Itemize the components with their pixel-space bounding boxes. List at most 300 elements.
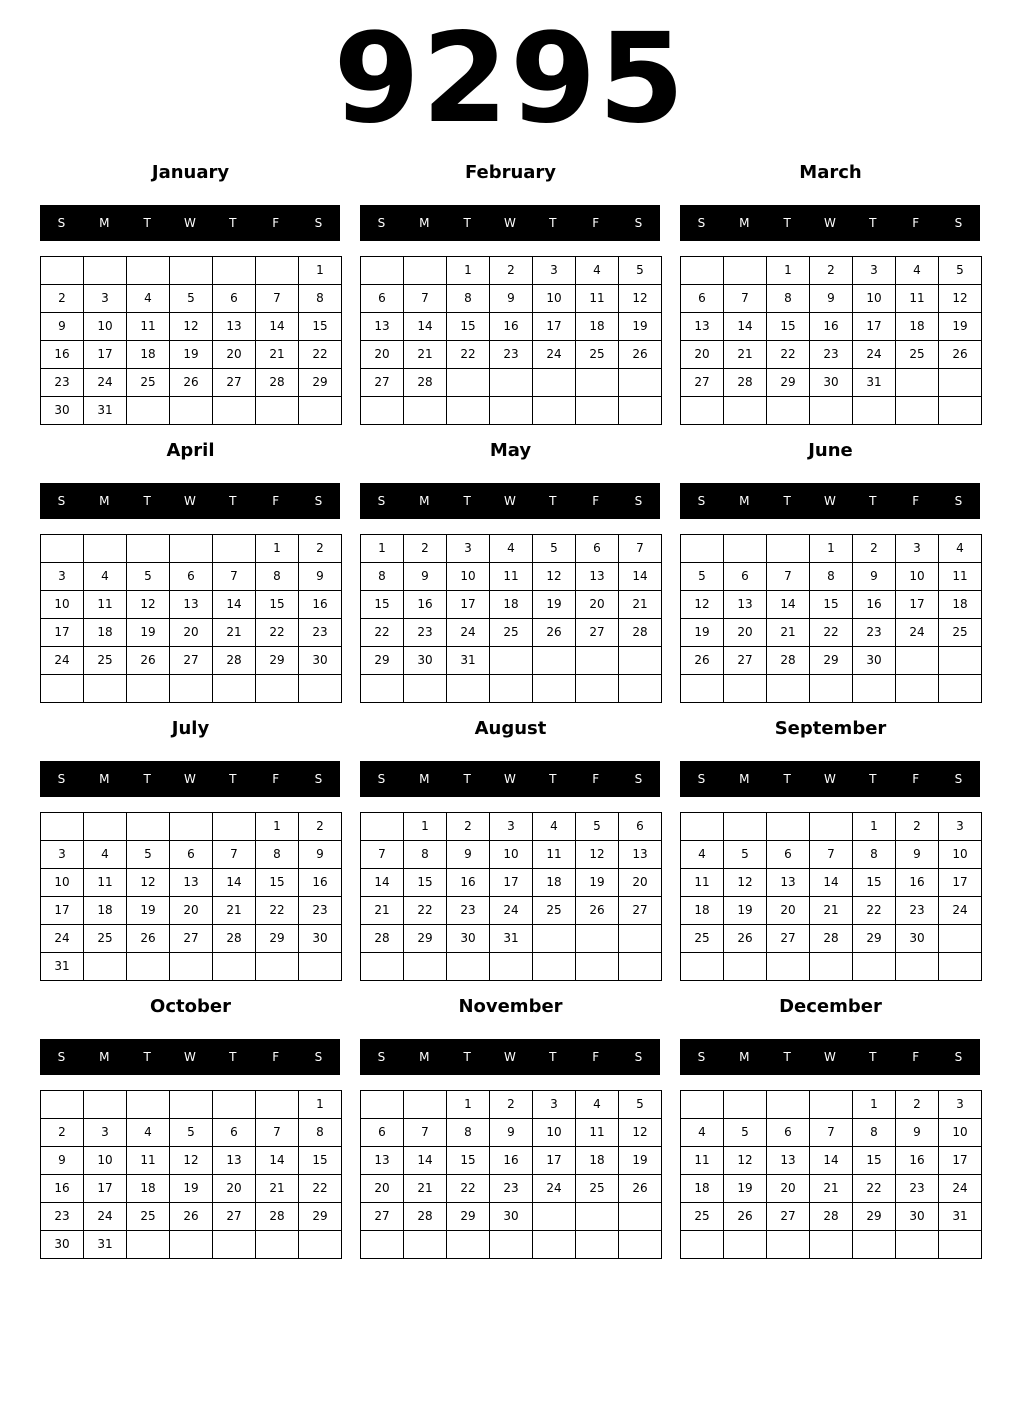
empty-day-cell bbox=[41, 813, 84, 841]
day-cell: 17 bbox=[896, 591, 939, 619]
empty-day-cell bbox=[533, 675, 576, 703]
empty-day-cell bbox=[170, 813, 213, 841]
day-cell: 8 bbox=[447, 285, 490, 313]
weekday-label: S bbox=[697, 216, 706, 230]
day-cell: 23 bbox=[41, 1203, 84, 1231]
day-cell: 27 bbox=[361, 369, 404, 397]
empty-day-cell bbox=[84, 257, 127, 285]
weekday-label: F bbox=[272, 772, 280, 786]
day-cell: 21 bbox=[619, 591, 662, 619]
day-cell: 21 bbox=[404, 1175, 447, 1203]
day-cell: 29 bbox=[767, 369, 810, 397]
day-cell: 16 bbox=[490, 313, 533, 341]
empty-day-cell bbox=[681, 1091, 724, 1119]
day-cell: 11 bbox=[127, 1147, 170, 1175]
empty-day-cell bbox=[361, 953, 404, 981]
day-cell: 15 bbox=[361, 591, 404, 619]
day-cell: 5 bbox=[681, 563, 724, 591]
day-cell: 12 bbox=[619, 1119, 662, 1147]
day-cell: 20 bbox=[767, 1175, 810, 1203]
empty-day-cell bbox=[256, 397, 299, 425]
day-cell: 27 bbox=[213, 1203, 256, 1231]
empty-day-cell bbox=[576, 369, 619, 397]
empty-day-cell bbox=[767, 1231, 810, 1259]
weekday-label: F bbox=[592, 772, 600, 786]
day-cell: 16 bbox=[896, 869, 939, 897]
weekday-label: W bbox=[504, 494, 516, 508]
day-cell: 9 bbox=[299, 563, 342, 591]
day-cell: 9 bbox=[404, 563, 447, 591]
day-cell: 14 bbox=[810, 869, 853, 897]
day-cell: 22 bbox=[853, 897, 896, 925]
day-cell: 26 bbox=[619, 1175, 662, 1203]
day-cell: 9 bbox=[896, 841, 939, 869]
day-cell: 8 bbox=[299, 285, 342, 313]
day-cell: 21 bbox=[361, 897, 404, 925]
day-cell: 21 bbox=[767, 619, 810, 647]
day-grid bbox=[680, 1090, 982, 1259]
day-cell: 23 bbox=[447, 897, 490, 925]
empty-day-cell bbox=[447, 397, 490, 425]
weekday-label: S bbox=[954, 216, 963, 230]
day-cell: 9 bbox=[896, 1119, 939, 1147]
day-cell: 10 bbox=[41, 869, 84, 897]
day-cell: 5 bbox=[724, 841, 767, 869]
day-cell: 28 bbox=[810, 925, 853, 953]
day-cell: 13 bbox=[213, 1147, 256, 1175]
weekday-header bbox=[360, 1039, 660, 1075]
day-cell: 3 bbox=[41, 563, 84, 591]
day-cell: 18 bbox=[490, 591, 533, 619]
day-cell: 8 bbox=[299, 1119, 342, 1147]
day-cell: 7 bbox=[404, 285, 447, 313]
day-cell: 19 bbox=[939, 313, 982, 341]
weekday-label: M bbox=[739, 772, 750, 786]
day-cell: 16 bbox=[853, 591, 896, 619]
day-cell: 29 bbox=[256, 647, 299, 675]
day-cell: 24 bbox=[41, 647, 84, 675]
day-cell: 24 bbox=[84, 1203, 127, 1231]
day-cell: 12 bbox=[724, 869, 767, 897]
day-cell: 17 bbox=[853, 313, 896, 341]
weekday-label: S bbox=[377, 494, 386, 508]
empty-day-cell bbox=[724, 813, 767, 841]
day-cell: 11 bbox=[127, 313, 170, 341]
weekday-header bbox=[360, 205, 660, 241]
weekday-label: S bbox=[314, 216, 323, 230]
day-cell: 19 bbox=[724, 897, 767, 925]
weekday-label: W bbox=[184, 1050, 196, 1064]
day-cell: 3 bbox=[84, 1119, 127, 1147]
month-name: April bbox=[166, 440, 215, 461]
day-cell: 30 bbox=[299, 647, 342, 675]
weekday-label: T bbox=[463, 772, 471, 786]
day-cell: 6 bbox=[681, 285, 724, 313]
weekday-label: T bbox=[463, 1050, 471, 1064]
weekday-label: S bbox=[697, 772, 706, 786]
weekday-label: W bbox=[184, 494, 196, 508]
empty-day-cell bbox=[853, 675, 896, 703]
empty-day-cell bbox=[681, 675, 724, 703]
day-cell: 20 bbox=[170, 619, 213, 647]
weekday-label: S bbox=[314, 1050, 323, 1064]
day-cell: 24 bbox=[939, 897, 982, 925]
day-cell: 10 bbox=[533, 285, 576, 313]
weekday-label: W bbox=[504, 1050, 516, 1064]
day-cell: 30 bbox=[896, 925, 939, 953]
day-cell: 12 bbox=[170, 313, 213, 341]
day-cell: 25 bbox=[84, 925, 127, 953]
empty-day-cell bbox=[170, 1091, 213, 1119]
day-cell: 5 bbox=[939, 257, 982, 285]
day-cell: 3 bbox=[533, 257, 576, 285]
day-cell: 4 bbox=[127, 1119, 170, 1147]
day-cell: 12 bbox=[619, 285, 662, 313]
day-cell: 27 bbox=[170, 925, 213, 953]
day-cell: 4 bbox=[127, 285, 170, 313]
empty-day-cell bbox=[810, 397, 853, 425]
empty-day-cell bbox=[896, 369, 939, 397]
day-cell: 24 bbox=[533, 341, 576, 369]
day-cell: 11 bbox=[576, 285, 619, 313]
empty-day-cell bbox=[447, 1231, 490, 1259]
empty-day-cell bbox=[810, 813, 853, 841]
day-cell: 5 bbox=[619, 257, 662, 285]
day-cell: 26 bbox=[533, 619, 576, 647]
day-cell: 28 bbox=[361, 925, 404, 953]
empty-day-cell bbox=[256, 953, 299, 981]
year-title: 9295 bbox=[333, 7, 687, 151]
day-cell: 14 bbox=[213, 591, 256, 619]
day-cell: 28 bbox=[213, 925, 256, 953]
day-cell: 22 bbox=[256, 619, 299, 647]
weekday-label: F bbox=[912, 1050, 920, 1064]
weekday-header bbox=[360, 761, 660, 797]
weekday-label: S bbox=[57, 772, 66, 786]
weekday-label: M bbox=[419, 494, 430, 508]
empty-day-cell bbox=[619, 1203, 662, 1231]
day-cell: 16 bbox=[810, 313, 853, 341]
day-cell: 6 bbox=[724, 563, 767, 591]
day-cell: 23 bbox=[896, 897, 939, 925]
day-cell: 6 bbox=[767, 1119, 810, 1147]
day-cell: 21 bbox=[213, 897, 256, 925]
day-cell: 8 bbox=[853, 1119, 896, 1147]
day-cell: 21 bbox=[724, 341, 767, 369]
month-name: October bbox=[150, 996, 231, 1017]
day-cell: 23 bbox=[299, 619, 342, 647]
day-cell: 27 bbox=[170, 647, 213, 675]
day-cell: 24 bbox=[533, 1175, 576, 1203]
day-cell: 18 bbox=[533, 869, 576, 897]
day-cell: 31 bbox=[490, 925, 533, 953]
day-cell: 9 bbox=[490, 285, 533, 313]
day-cell: 9 bbox=[853, 563, 896, 591]
weekday-label: F bbox=[272, 216, 280, 230]
day-cell: 17 bbox=[84, 341, 127, 369]
empty-day-cell bbox=[767, 535, 810, 563]
empty-day-cell bbox=[361, 1091, 404, 1119]
day-cell: 28 bbox=[404, 369, 447, 397]
weekday-label: S bbox=[57, 216, 66, 230]
empty-day-cell bbox=[41, 535, 84, 563]
day-cell: 6 bbox=[213, 285, 256, 313]
day-cell: 10 bbox=[84, 313, 127, 341]
empty-day-cell bbox=[619, 953, 662, 981]
day-cell: 8 bbox=[767, 285, 810, 313]
empty-day-cell bbox=[361, 257, 404, 285]
day-cell: 6 bbox=[213, 1119, 256, 1147]
day-cell: 25 bbox=[127, 1203, 170, 1231]
weekday-label: T bbox=[549, 1050, 557, 1064]
day-cell: 9 bbox=[490, 1119, 533, 1147]
day-cell: 3 bbox=[533, 1091, 576, 1119]
day-cell: 17 bbox=[939, 869, 982, 897]
day-cell: 29 bbox=[256, 925, 299, 953]
day-cell: 15 bbox=[256, 869, 299, 897]
day-cell: 17 bbox=[533, 1147, 576, 1175]
weekday-header bbox=[680, 205, 980, 241]
day-cell: 12 bbox=[681, 591, 724, 619]
weekday-label: T bbox=[143, 494, 151, 508]
empty-day-cell bbox=[213, 1091, 256, 1119]
day-cell: 11 bbox=[533, 841, 576, 869]
weekday-label: M bbox=[99, 772, 110, 786]
weekday-label: T bbox=[229, 772, 237, 786]
day-cell: 11 bbox=[939, 563, 982, 591]
weekday-label: T bbox=[143, 1050, 151, 1064]
weekday-label: T bbox=[549, 494, 557, 508]
empty-day-cell bbox=[681, 953, 724, 981]
day-cell: 12 bbox=[127, 869, 170, 897]
day-cell: 27 bbox=[767, 925, 810, 953]
day-cell: 3 bbox=[84, 285, 127, 313]
empty-day-cell bbox=[256, 1231, 299, 1259]
day-cell: 1 bbox=[447, 257, 490, 285]
day-cell: 12 bbox=[170, 1147, 213, 1175]
day-cell: 9 bbox=[810, 285, 853, 313]
day-cell: 16 bbox=[299, 869, 342, 897]
empty-day-cell bbox=[619, 369, 662, 397]
day-cell: 4 bbox=[490, 535, 533, 563]
weekday-header bbox=[680, 483, 980, 519]
empty-day-cell bbox=[810, 953, 853, 981]
empty-day-cell bbox=[127, 813, 170, 841]
weekday-label: F bbox=[912, 772, 920, 786]
day-grid bbox=[360, 812, 662, 981]
day-cell: 13 bbox=[681, 313, 724, 341]
day-cell: 23 bbox=[41, 369, 84, 397]
weekday-label: W bbox=[824, 494, 836, 508]
day-cell: 12 bbox=[533, 563, 576, 591]
empty-day-cell bbox=[213, 813, 256, 841]
weekday-label: S bbox=[697, 494, 706, 508]
empty-day-cell bbox=[681, 397, 724, 425]
empty-day-cell bbox=[576, 675, 619, 703]
day-cell: 14 bbox=[810, 1147, 853, 1175]
day-cell: 10 bbox=[533, 1119, 576, 1147]
day-cell: 14 bbox=[404, 1147, 447, 1175]
empty-day-cell bbox=[767, 813, 810, 841]
day-cell: 19 bbox=[724, 1175, 767, 1203]
weekday-label: T bbox=[783, 216, 791, 230]
month-name: December bbox=[779, 996, 882, 1017]
day-cell: 31 bbox=[939, 1203, 982, 1231]
day-cell: 23 bbox=[404, 619, 447, 647]
day-cell: 31 bbox=[84, 1231, 127, 1259]
day-cell: 19 bbox=[619, 1147, 662, 1175]
weekday-label: T bbox=[143, 772, 151, 786]
empty-day-cell bbox=[939, 647, 982, 675]
empty-day-cell bbox=[213, 953, 256, 981]
empty-day-cell bbox=[490, 397, 533, 425]
day-cell: 29 bbox=[299, 369, 342, 397]
day-cell: 21 bbox=[256, 341, 299, 369]
empty-day-cell bbox=[170, 397, 213, 425]
day-cell: 18 bbox=[681, 1175, 724, 1203]
empty-day-cell bbox=[127, 1091, 170, 1119]
weekday-header bbox=[360, 483, 660, 519]
day-cell: 20 bbox=[213, 341, 256, 369]
day-cell: 5 bbox=[619, 1091, 662, 1119]
empty-day-cell bbox=[127, 953, 170, 981]
day-cell: 21 bbox=[404, 341, 447, 369]
weekday-header bbox=[40, 1039, 340, 1075]
day-cell: 1 bbox=[361, 535, 404, 563]
day-cell: 3 bbox=[41, 841, 84, 869]
day-cell: 4 bbox=[681, 1119, 724, 1147]
empty-day-cell bbox=[84, 1091, 127, 1119]
weekday-label: T bbox=[549, 216, 557, 230]
day-cell: 23 bbox=[490, 341, 533, 369]
weekday-label: W bbox=[184, 772, 196, 786]
day-cell: 1 bbox=[853, 813, 896, 841]
weekday-label: S bbox=[634, 772, 643, 786]
day-cell: 7 bbox=[404, 1119, 447, 1147]
empty-day-cell bbox=[681, 535, 724, 563]
empty-day-cell bbox=[896, 675, 939, 703]
day-cell: 1 bbox=[256, 535, 299, 563]
day-cell: 30 bbox=[299, 925, 342, 953]
empty-day-cell bbox=[490, 675, 533, 703]
day-cell: 30 bbox=[810, 369, 853, 397]
day-cell: 26 bbox=[127, 647, 170, 675]
day-cell: 20 bbox=[619, 869, 662, 897]
empty-day-cell bbox=[84, 813, 127, 841]
day-cell: 25 bbox=[939, 619, 982, 647]
empty-day-cell bbox=[84, 953, 127, 981]
day-cell: 15 bbox=[853, 869, 896, 897]
day-cell: 14 bbox=[724, 313, 767, 341]
day-cell: 1 bbox=[404, 813, 447, 841]
day-cell: 26 bbox=[619, 341, 662, 369]
empty-day-cell bbox=[490, 647, 533, 675]
day-cell: 20 bbox=[767, 897, 810, 925]
empty-day-cell bbox=[853, 1231, 896, 1259]
day-cell: 15 bbox=[767, 313, 810, 341]
empty-day-cell bbox=[939, 369, 982, 397]
day-cell: 27 bbox=[619, 897, 662, 925]
day-cell: 27 bbox=[724, 647, 767, 675]
empty-day-cell bbox=[576, 1203, 619, 1231]
weekday-label: W bbox=[824, 772, 836, 786]
empty-day-cell bbox=[404, 397, 447, 425]
day-cell: 15 bbox=[256, 591, 299, 619]
weekday-label: T bbox=[229, 216, 237, 230]
day-cell: 17 bbox=[939, 1147, 982, 1175]
empty-day-cell bbox=[896, 647, 939, 675]
day-cell: 2 bbox=[853, 535, 896, 563]
day-cell: 4 bbox=[533, 813, 576, 841]
day-cell: 31 bbox=[853, 369, 896, 397]
day-cell: 18 bbox=[127, 1175, 170, 1203]
day-cell: 20 bbox=[213, 1175, 256, 1203]
empty-day-cell bbox=[724, 675, 767, 703]
day-cell: 26 bbox=[724, 925, 767, 953]
day-cell: 22 bbox=[810, 619, 853, 647]
weekday-label: M bbox=[739, 494, 750, 508]
day-cell: 20 bbox=[361, 1175, 404, 1203]
empty-day-cell bbox=[939, 1231, 982, 1259]
day-cell: 25 bbox=[84, 647, 127, 675]
day-cell: 11 bbox=[84, 591, 127, 619]
day-cell: 8 bbox=[256, 841, 299, 869]
day-cell: 10 bbox=[896, 563, 939, 591]
weekday-header bbox=[680, 761, 980, 797]
empty-day-cell bbox=[619, 675, 662, 703]
day-cell: 13 bbox=[767, 869, 810, 897]
empty-day-cell bbox=[170, 535, 213, 563]
day-cell: 31 bbox=[84, 397, 127, 425]
day-cell: 10 bbox=[447, 563, 490, 591]
empty-day-cell bbox=[127, 1231, 170, 1259]
day-cell: 8 bbox=[810, 563, 853, 591]
day-cell: 17 bbox=[533, 313, 576, 341]
day-cell: 7 bbox=[256, 285, 299, 313]
empty-day-cell bbox=[447, 953, 490, 981]
weekday-label: F bbox=[592, 1050, 600, 1064]
weekday-label: W bbox=[824, 1050, 836, 1064]
day-cell: 7 bbox=[213, 563, 256, 591]
empty-day-cell bbox=[361, 397, 404, 425]
weekday-label: S bbox=[377, 1050, 386, 1064]
day-cell: 15 bbox=[810, 591, 853, 619]
day-cell: 17 bbox=[84, 1175, 127, 1203]
day-cell: 25 bbox=[490, 619, 533, 647]
weekday-label: W bbox=[184, 216, 196, 230]
day-cell: 20 bbox=[576, 591, 619, 619]
weekday-header bbox=[680, 1039, 980, 1075]
day-cell: 22 bbox=[299, 341, 342, 369]
day-cell: 2 bbox=[896, 813, 939, 841]
empty-day-cell bbox=[853, 397, 896, 425]
month-name: September bbox=[774, 718, 887, 739]
empty-day-cell bbox=[256, 675, 299, 703]
day-cell: 7 bbox=[767, 563, 810, 591]
empty-day-cell bbox=[533, 397, 576, 425]
weekday-label: F bbox=[272, 1050, 280, 1064]
weekday-label: T bbox=[783, 772, 791, 786]
day-cell: 2 bbox=[299, 813, 342, 841]
weekday-label: W bbox=[824, 216, 836, 230]
empty-day-cell bbox=[939, 925, 982, 953]
day-cell: 29 bbox=[299, 1203, 342, 1231]
empty-day-cell bbox=[41, 257, 84, 285]
weekday-label: T bbox=[869, 1050, 877, 1064]
empty-day-cell bbox=[299, 1231, 342, 1259]
day-cell: 6 bbox=[361, 1119, 404, 1147]
day-cell: 11 bbox=[681, 1147, 724, 1175]
